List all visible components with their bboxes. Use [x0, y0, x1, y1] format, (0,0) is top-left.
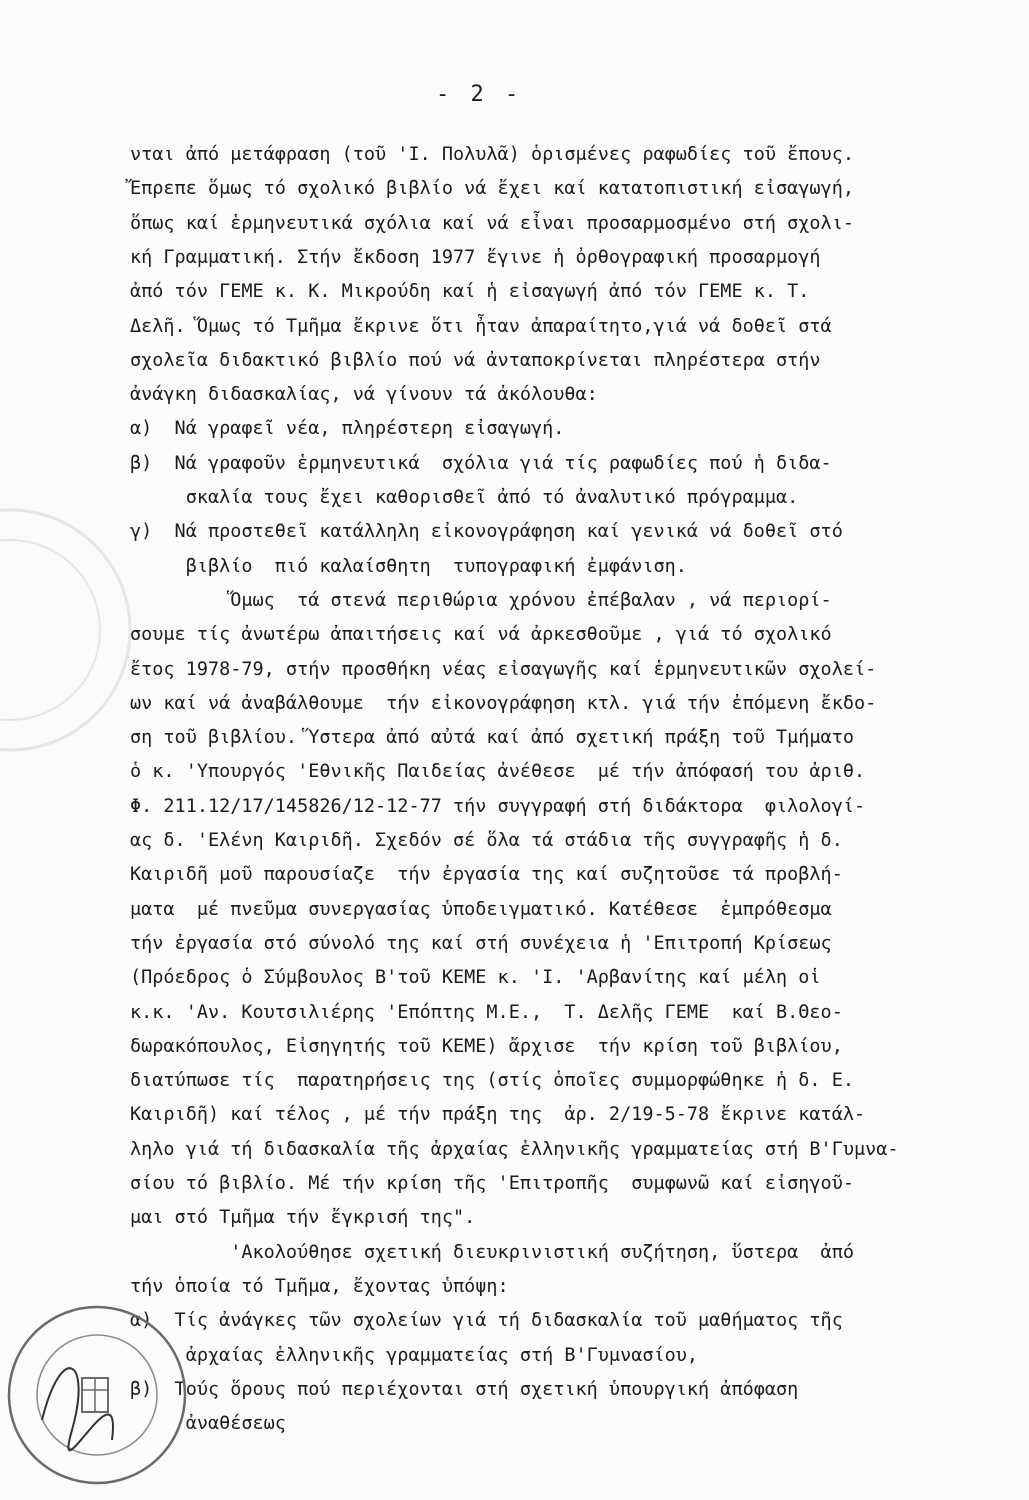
page-number: - 2 -	[436, 82, 523, 107]
faint-seal-mark	[0, 500, 140, 760]
text-line: τήν ὁποία τό Τμῆμα, ἔχοντας ὑπόψη:	[130, 1275, 509, 1297]
text-line: νται ἀπό μετάφραση (τοῦ 'Ι. Πολυλᾶ) ὁρισμένες ραφωδίες τοῦ ἔπους.	[130, 144, 854, 165]
text-line: ὁ κ. 'Υπουργός 'Εθνικῆς Παιδείας ἀνέθεσε μέ τήν ἀπόφασή του ἀριθ.	[130, 761, 866, 783]
text-line: Φ. 211.12/17/145826/12-12-77 τήν συγγραφή στή διδάκτορα φιλολογί-	[130, 795, 866, 817]
text-line: ἀπό τόν ΓΕΜΕ κ. Κ. Μικρούδη καί ἡ εἰσαγωγή ἀπό τόν ΓΕΜΕ κ. Τ.	[130, 281, 810, 303]
text-line: Καιριδῆ μοῦ παρουσίαζε τήν ἐργασία της καί συζητοῦσε τά προβλή-	[130, 864, 843, 886]
text-line: διατύπωσε τίς παρατηρήσεις της (στίς ὁποῖες συμμορφώθηκε ἡ δ. Ε.	[130, 1070, 854, 1092]
text-line: α) Νά γραφεῖ νέα, πληρέστερη εἰσαγωγή.	[130, 418, 565, 440]
text-line: σουμε τίς ἀνωτέρω ἀπαιτήσεις καί νά ἀρκεσθοῦμε , γιά τό σχολικό	[130, 624, 832, 646]
text-line: β) Νά γραφοῦν ἑρμηνευτικά σχόλια γιά τίς ραφωδίες πού ἡ διδα-	[130, 452, 832, 474]
text-line: σκαλία τους ἔχει καθορισθεῖ ἀπό τό ἀναλυτικό πρόγραμμα.	[130, 487, 799, 508]
text-line: γ) Νά προστεθεῖ κατάλληλη εἰκονογράφηση καί γενικά νά δοθεῖ στό	[130, 521, 843, 543]
text-line: ων καί νά ἀναβάλθουμε τήν εἰκονογράφηση κτλ. γιά τήν ἐπόμενη ἔκδο-	[130, 692, 877, 714]
text-line: σίου τό βιβλίο. Μέ τήν κρίση τῆς 'Επιτροπῆς συμφωνῶ καί εἰσηγοῦ-	[130, 1173, 854, 1194]
text-line: ἔτος 1978-79, στήν προσθήκη νέας εἰσαγωγῆς καί ἑρμηνευτικῶν σχολεί-	[130, 658, 877, 680]
text-line: (Πρόεδρος ὁ Σύμβουλος Β'τοῦ ΚΕΜΕ κ. 'Ι. 'Αρβανίτης καί μέλη οἱ	[130, 967, 821, 989]
text-line: ας δ. 'Ελένη Καιριδῆ. Σχεδόν σέ ὅλα τά στάδια τῆς συγγραφῆς ἡ δ.	[130, 830, 843, 851]
text-line: 'Ακολούθησε σχετική διευκρινιστική συζήτηση, ὕστερα ἀπό	[130, 1241, 854, 1263]
text-line: ματα μέ πνεῦμα συνεργασίας ὑποδειγματικό. Κατέθεσε ἐμπρόθεσμα	[130, 898, 832, 920]
text-line: μαι στό Τμῆμα τήν ἔγκρισή της".	[130, 1207, 476, 1229]
text-line: σχολεῖα διδακτικό βιβλίο πού νά ἀνταποκρίνεται πληρέστερα στήν	[130, 349, 821, 371]
text-line: κή Γραμματική. Στήν ἔκδοση 1977 ἔγινε ἡ ὀρθογραφική προσαρμογή	[130, 246, 821, 268]
text-line: α) Τίς ἀνάγκες τῶν σχολείων γιά τή διδασκαλία τοῦ μαθήματος τῆς	[130, 1310, 843, 1332]
text-line: Δελῆ. Ὅμως τό Τμῆμα ἔκρινε ὅτι ἦταν ἀπαραίτητο,γιά νά δοθεῖ στά	[130, 315, 832, 337]
text-line: ὅπως καί ἑρμηνευτικά σχόλια καί νά εἶναι προσαρμοσμένο στή σχολι-	[130, 212, 854, 234]
text-line: Καιριδῆ) καί τέλος , μέ τήν πράξη της ἀρ. 2/19-5-78 ἔκρινε κατάλ-	[130, 1104, 866, 1126]
text-line: β) Τούς ὅρους πού περιέχονται στή σχετική ὑπουργική ἀπόφαση	[130, 1378, 799, 1400]
text-line: ἀρχαίας ἑλληνικῆς γραμματείας στή Β'Γυμνασίου,	[130, 1344, 699, 1366]
text-line: ση τοῦ βιβλίου. Ὕστερα ἀπό αὐτά καί ἀπό σχετική πράξη τοῦ Τμήματο	[130, 727, 854, 749]
text-line: κ.κ. 'Αν. Κουτσιλιέρης 'Επόπτης Μ.Ε., Τ. Δελῆς ΓΕΜΕ καί Β.Θεο-	[130, 1001, 843, 1023]
text-line: βιβλίο πιό καλαίσθητη τυπογραφική ἐμφάνιση.	[130, 555, 687, 577]
text-line: ληλο γιά τή διδασκαλία τῆς ἀρχαίας ἑλληνικῆς γραμματείας στή Β'Γυμνα-	[130, 1138, 899, 1160]
text-line: Ὅμως τά στενά περιθώρια χρόνου ἐπέβαλαν , νά περιορί-	[130, 589, 832, 611]
official-stamp	[2, 1300, 192, 1490]
text-line: ἀναθέσεως	[130, 1413, 286, 1435]
text-line: δωρακόπουλος, Εἰσηγητής τοῦ ΚΕΜΕ) ἄρχισε τήν κρίση τοῦ βιβλίου,	[130, 1035, 843, 1057]
text-line: Ἔπρεπε ὅμως τό σχολικό βιβλίο νά ἔχει καί κατατοπιστική εἰσαγωγή,	[130, 178, 854, 200]
text-line: τήν ἐργασία στό σύνολό της καί στή συνέχεια ἡ 'Επιτροπή Κρίσεως	[130, 932, 832, 954]
text-line: ἀνάγκη διδασκαλίας, νά γίνουν τά ἀκόλουθα:	[130, 384, 598, 406]
